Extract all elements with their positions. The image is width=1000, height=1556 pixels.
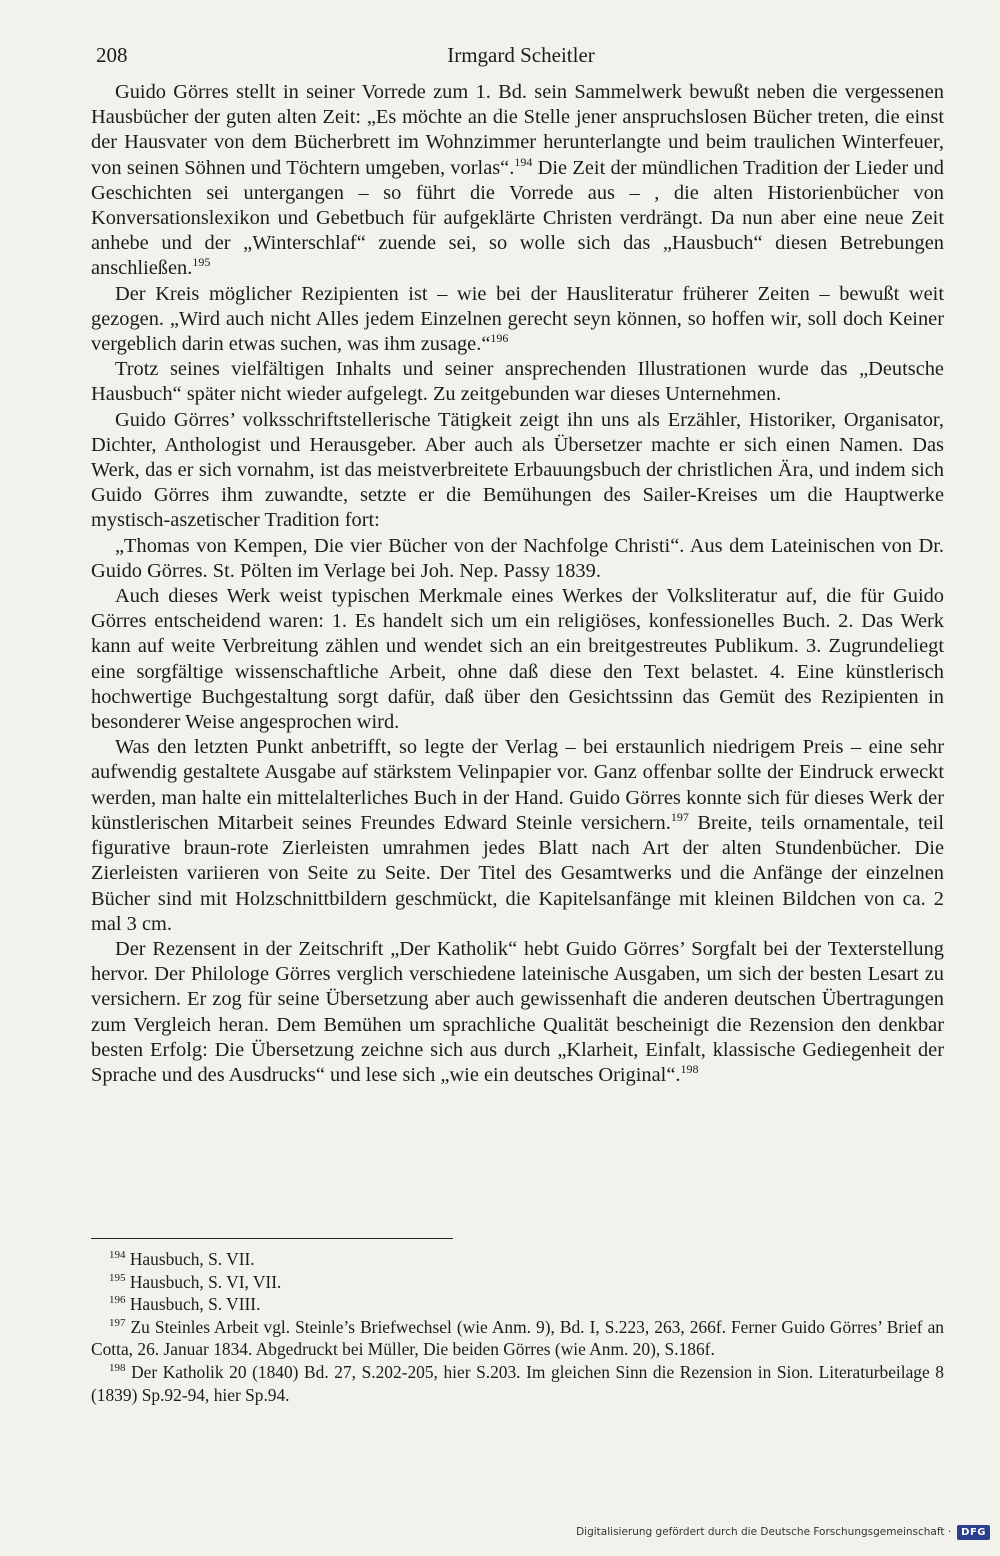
body-text — [91, 80, 944, 1088]
footnote-number: 195 — [109, 1271, 126, 1284]
running-title: Irmgard Scheitler — [447, 43, 595, 67]
footnote-number: 194 — [109, 1249, 126, 1262]
footnote-ref: 194 — [514, 154, 533, 169]
dfg-logo-icon: DFG — [957, 1525, 990, 1540]
credit-text: Digitalisierung gefördert durch die Deutsche Forschungsgemeinschaft · — [576, 1526, 952, 1538]
footnote: $^{198}$ Der Katholik 20 (1840) Bd. 27, S.202-205, hier S.203. Im gleichen Sinn die Rezension in Sion. Literaturbeilage 8 (1839) Sp.92-94, hier Sp.94. — [91, 1361, 944, 1405]
footnote: $^{195}$ Hausbuch, S. VI, VII. — [109, 1271, 282, 1292]
footnote-number: 196 — [109, 1294, 126, 1307]
footnote-ref: 196 — [490, 331, 509, 346]
page-header — [96, 40, 946, 70]
paragraph: Guido Görres’ volksschriftstellerische Tätigkeit zeigt ihn uns als Erzähler, Historiker, Organisator, Dichter, Anthologist und Herausgeber. Aber auch als Übersetzer machte er sich einen Namen. Das Werk, das er sich vornahm, ist das meistverbreitete Erbauungsbuch der christlichen Ära, und indem sich Guido Görres ihm zuwandte, setzte er die Bemühungen des Sailer-Kreises um die Hauptwerke mystisch-aszetischer Tradition fort: — [91, 408, 944, 532]
footnotes — [91, 1248, 944, 1406]
footnote: $^{196}$ Hausbuch, S. VIII. — [109, 1294, 261, 1315]
paragraph: Der Rezensent in der Zeitschrift „Der Katholik“ hebt Guido Görres’ Sorgfalt bei der Texterstellung hervor. Der Philologe Görres verglich verschiedene lateinische Ausgaben, um sich der besten Lesart zu versichern. Er zog für seine Übersetzung aber auch gewissenhaft die anderen deutschen Übertragungen zum Vergleich heran. Dem Bemühen um sprachliche Qualität bescheinigt die Rezension den denkbar besten Erfolg: Die Übersetzung zeichne sich aus durch „Klarheit, Einfalt, klassische Gediegenheit der Sprache und des Ausdrucks“ und lese sich „wie ein deutsches Original“.$^{198}$ — [91, 937, 944, 1086]
footnote-number: 198 — [109, 1362, 126, 1375]
paragraph: Trotz seines vielfältigen Inhalts und seiner ansprechenden Illustrationen wurde das „Deutsche Hausbuch“ später nicht wieder aufgelegt. Zu zeitgebunden war dieses Unternehmen. — [91, 358, 944, 406]
paragraph: „Thomas von Kempen, Die vier Bücher von der Nachfolge Christi“. Aus dem Lateinischen von Dr. Guido Görres. St. Pölten im Verlage bei Joh. Nep. Passy 1839. — [91, 534, 944, 582]
paragraph: Guido Görres stellt in seiner Vorrede zum 1. Bd. sein Sammelwerk bewußt neben die vergessenen Hausbücher der guten alten Zeit: „Es möchte an die Stelle jener anspruchslosen Bücher treten, die einst der Hausvater von dem Bücherbrett im Wohnzimmer herunterlangte und beim traulichen Winterfeuer, von seinen Söhnen und Töchtern umgeben, vorlas“.$^{194}$ Die Zeit der mündlichen Tradition der Lieder und Geschichten sei untergangen – so führt die Vorrede aus – , die alten Historienbücher von Konversationslexikon und Gebetbuch für aufgeklärte Christen verdrängt. Da nun aber eine neue Zeit anhebe und der „Winterschlaf“ zuende sei, so wolle sich das „Hausbuch“ diesen Betrebungen anschließen.$^{195}$ — [91, 81, 945, 280]
paragraph: Was den letzten Punkt anbetrifft, so legte der Verlag – bei erstaunlich niedrigem Preis – eine sehr aufwendig gestaltete Ausgabe auf stärkstem Velinpapier vor. Ganz offenbar sollte der Eindruck erweckt werden, man halte ein mittelalterliches Buch in der Hand. Guido Görres konnte sich für dieses Werk der künstlerischen Mitarbeit seines Freundes Edward Steinle versichern.$^{197}$ Breite, teils ornamentale, teil figurative braun-rote Zierleisten umrahmen jedes Blatt nach Art der alten Stundenbücher. Die Zierleisten variieren von Seite zu Seite. Der Titel des Gesamtwerks und die Anfänge der einzelnen Bücher sind mit Holzschnittbildern geschmückt, die Kapitelsanfänge mit kleinen Bildchen von ca. 2 mal 3 cm. — [91, 736, 945, 935]
footnote-number: 197 — [109, 1316, 126, 1329]
paragraph: Auch dieses Werk weist typischen Merkmale eines Werkes der Volksliteratur auf, die für Guido Görres entscheidend waren: 1. Es handelt sich um ein religiöses, konfessionelles Buch. 2. Das Werk kann auf weite Verbreitung zählen und wendet sich an ein breitgestreutes Publikum. 3. Zugrundeliegt eine sorgfältige wissenschaftliche Arbeit, ohne daß diese den Text belastet. 4. Eine künstlerisch hochwertige Buchgestaltung sorgt dafür, daß über den Gesichtssinn das Gemüt des Rezipienten in besonderer Weise angesprochen wird. — [91, 585, 944, 734]
footnote-divider — [91, 1238, 453, 1239]
footnote-ref: 198 — [680, 1062, 699, 1077]
footnote: $^{197}$ Zu Steinles Arbeit vgl. Steinle’s Briefwechsel (wie Anm. 9), Bd. I, S.223, 263, 266f. Ferner Guido Görres’ Brief an Cotta, 26. Januar 1834. Abgedruckt bei Müller, Die beiden Görres (wie Anm. 20), S.186f. — [91, 1316, 944, 1360]
footnote: $^{194}$ Hausbuch, S. VII. — [109, 1249, 255, 1269]
footnote-ref: 195 — [192, 255, 211, 270]
digitization-credit — [576, 1522, 990, 1542]
footnote-ref: 197 — [670, 810, 689, 825]
page-number: 208 — [96, 43, 128, 67]
paragraph: Der Kreis möglicher Rezipienten ist – wie bei der Hausliteratur früherer Zeiten – bewußt weit gezogen. „Wird auch nicht Alles jedem Einzelnen gerecht seyn können, so hoffen wir, soll doch Keiner vergeblich darin etwas suchen, was ihm zusage.“$^{196}$ — [91, 282, 944, 356]
